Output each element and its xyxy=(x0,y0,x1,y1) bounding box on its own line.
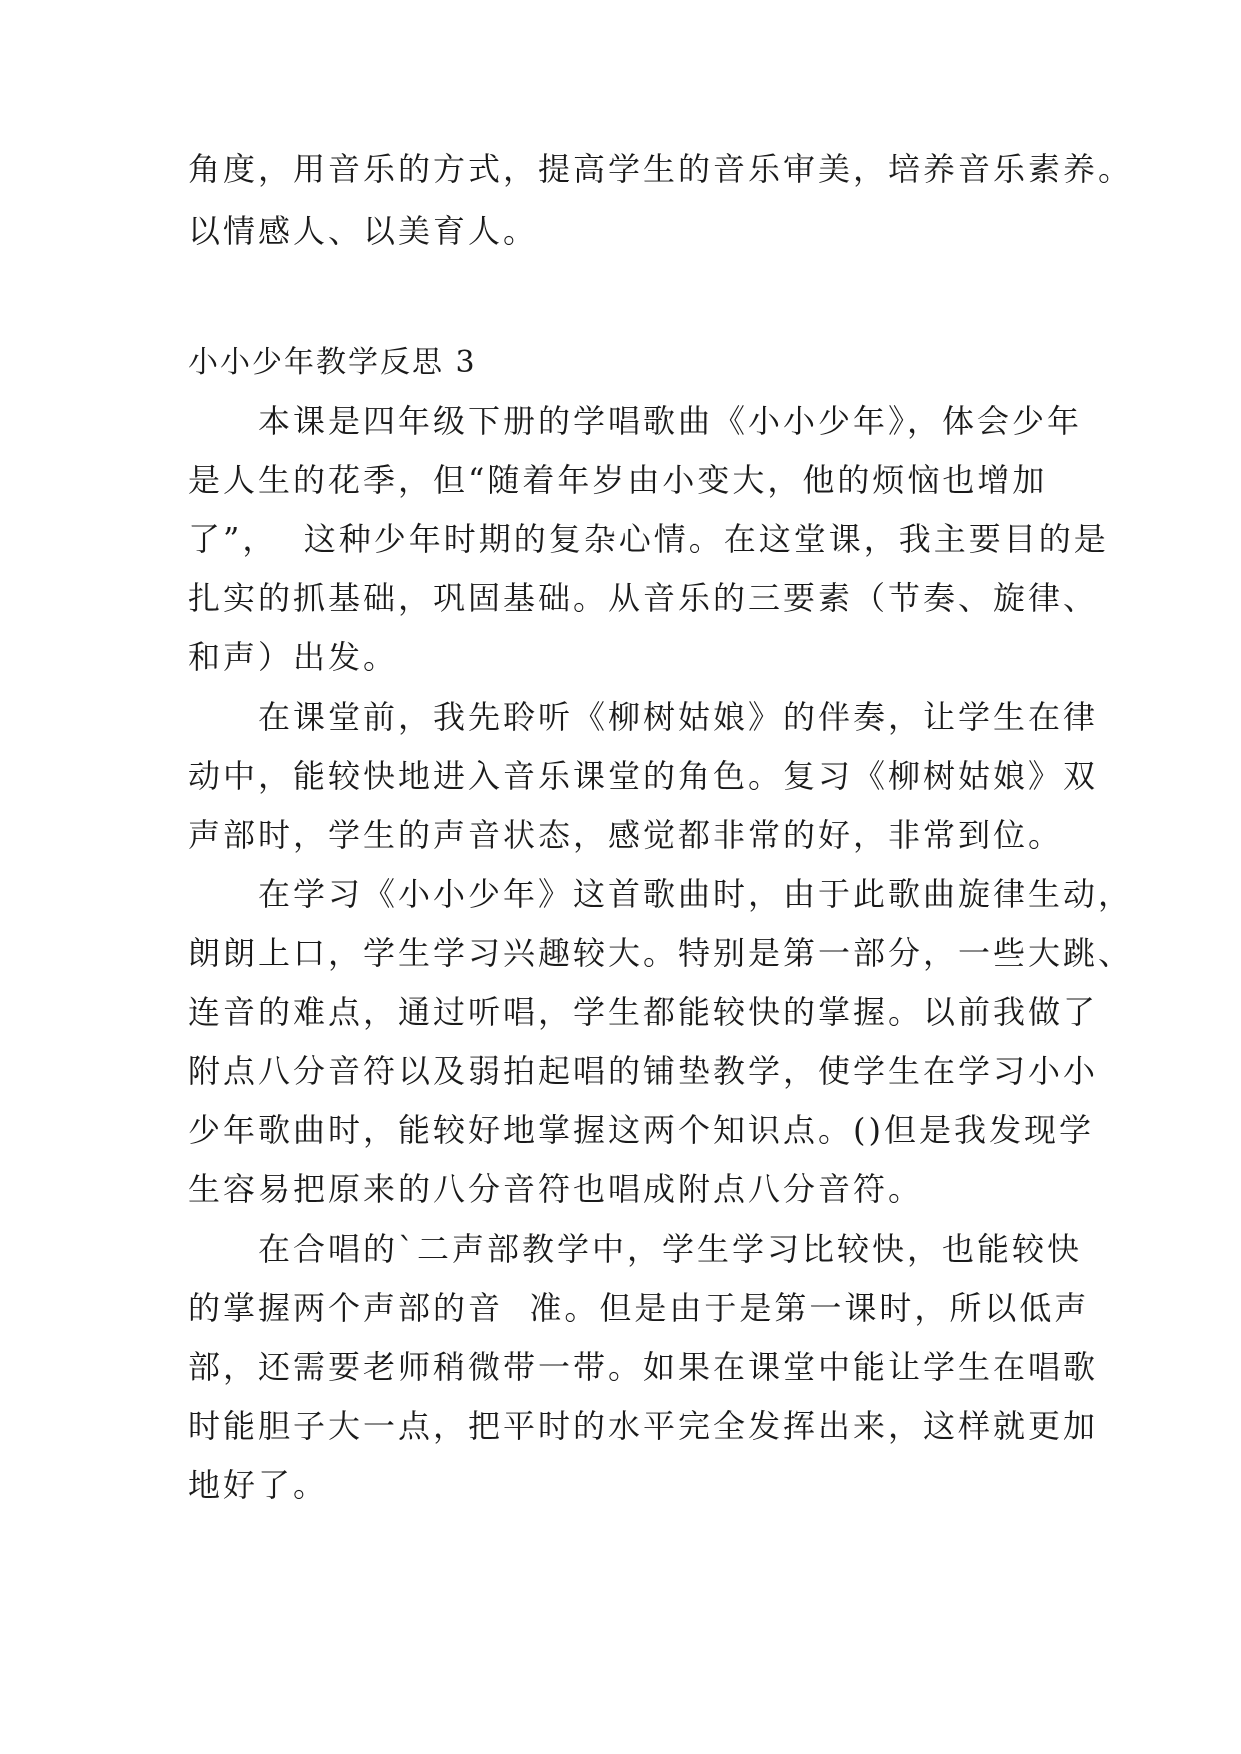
text-line: 动中，能较快地进入音乐课堂的角色。复习《柳树姑娘》双 xyxy=(188,757,1099,795)
text-line: 角度，用音乐的方式，提高学生的音乐审美，培养音乐素养。 xyxy=(188,150,1134,188)
text-line: 声部时，学生的声音状态，感觉都非常的好，非常到位。 xyxy=(188,816,1064,854)
text-line: 朗朗上口，学生学习兴趣较大。特别是第一部分，一些大跳、 xyxy=(188,934,1134,972)
text-line: 的掌握两个声部的音 准。但是由于是第一课时，所以低声 xyxy=(188,1289,1090,1327)
text-line: 少年歌曲时，能较好地掌握这两个知识点。()但是我发现学 xyxy=(188,1111,1094,1149)
text-line: 连音的难点，通过听唱，学生都能较快的掌握。以前我做了 xyxy=(188,993,1099,1031)
text-line: 地好了。 xyxy=(188,1466,329,1504)
text-line: 附点八分音符以及弱拍起唱的铺垫教学，使学生在学习小小 xyxy=(188,1052,1099,1090)
text-line: 在合唱的`二声部教学中，学生学习比较快，也能较快 xyxy=(188,1230,1083,1268)
text-line: 在学习《小小少年》这首歌曲时，由于此歌曲旋律生动， xyxy=(188,875,1134,913)
text-line: 以情感人、以美育人。 xyxy=(188,212,539,250)
text-line: 和声）出发。 xyxy=(188,638,399,676)
text-line: 在课堂前，我先聆听《柳树姑娘》的伴奏，让学生在律 xyxy=(188,698,1099,736)
text-line: 部，还需要老师稍微带一带。如果在课堂中能让学生在唱歌 xyxy=(188,1348,1099,1386)
text-line: 扎实的抓基础，巩固基础。从音乐的三要素（节奏、旋律、 xyxy=(188,579,1099,617)
text-line: 了”， 这种少年时期的复杂心情。在这堂课，我主要目的是 xyxy=(188,520,1109,558)
text-line: 生容易把原来的八分音符也唱成附点八分音符。 xyxy=(188,1170,924,1208)
text-line: 是人生的花季，但“随着年岁由小变大，他的烦恼也增加 xyxy=(188,461,1048,499)
text-line: 本课是四年级下册的学唱歌曲《小小少年》，体会少年 xyxy=(188,402,1083,440)
section-heading: 小小少年教学反思 3 xyxy=(188,345,477,380)
text-line: 时能胆子大一点，把平时的水平完全发挥出来，这样就更加 xyxy=(188,1407,1099,1445)
